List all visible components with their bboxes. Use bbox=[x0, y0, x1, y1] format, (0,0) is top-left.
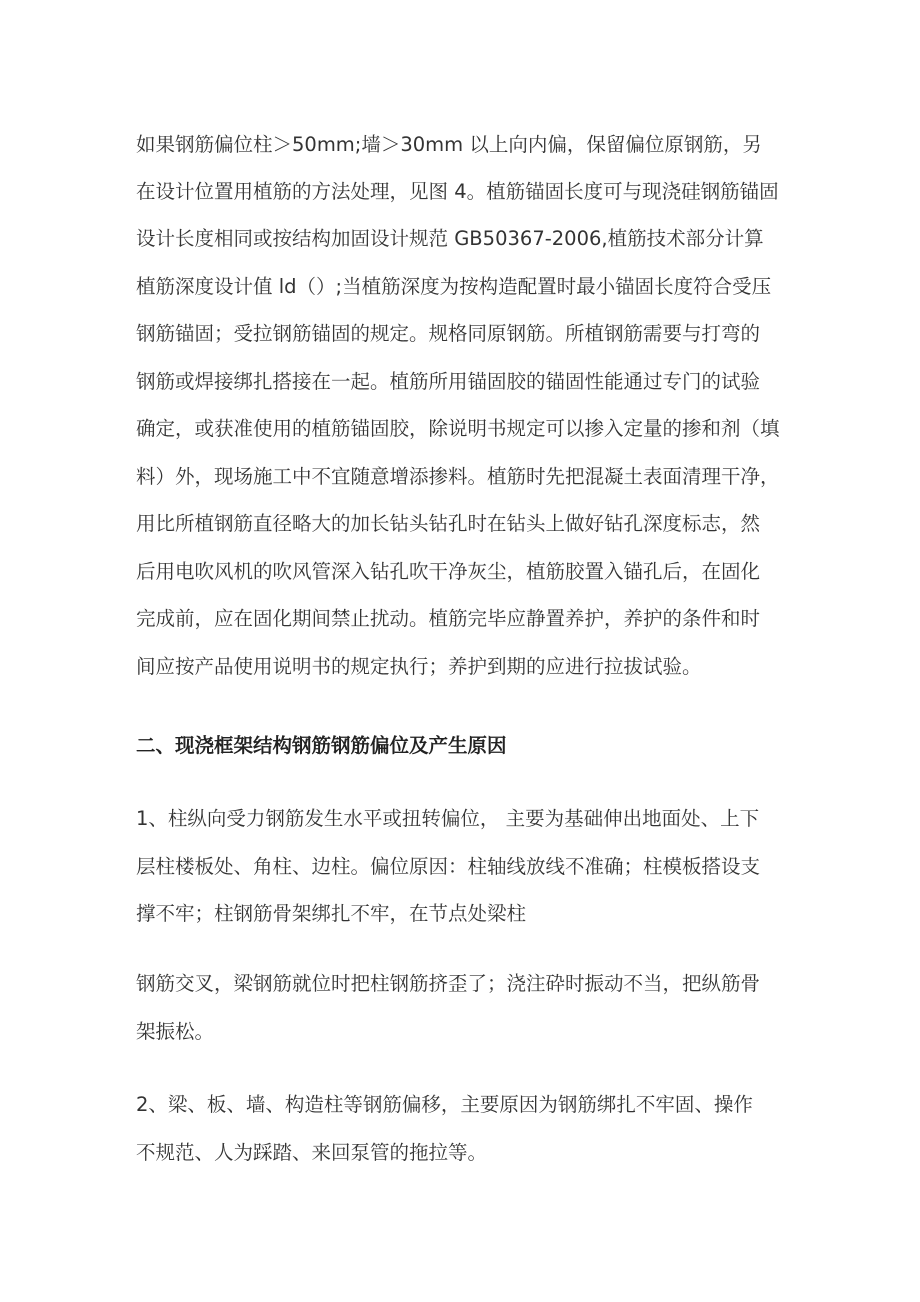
text-line: 2、梁、板、墙、构造柱等钢筋偏移，主要原因为钢筋绑扎不牢固、操作 bbox=[136, 1093, 753, 1116]
text-line: 植筋深度设计值 ld（）;当植筋深度为按构造配置时最小锚固长度符合受压 bbox=[136, 275, 772, 298]
text-line: 料）外，现场施工中不宜随意增添掺料。植筋时先把混凝土表面清理干净， bbox=[136, 465, 780, 488]
text-line: 后用电吹风机的吹风管深入钻孔吹干净灰尘，植筋胶置入锚孔后，在固化 bbox=[136, 560, 761, 583]
text-line: 间应按产品使用说明书的规定执行；养护到期的应进行拉拔试验。 bbox=[136, 655, 702, 678]
text-line: 架振松。 bbox=[136, 1020, 215, 1043]
text-line: 钢筋交叉，梁钢筋就位时把柱钢筋挤歪了；浇注砕时振动不当，把纵筋骨 bbox=[136, 972, 761, 995]
text-line: 用比所植钢筋直径略大的加长钻头钻孔时在钻头上做好钻孔深度标志，然 bbox=[136, 512, 761, 535]
text-line: 钢筋锚固；受拉钢筋锚固的规定。规格同原钢筋。所植钢筋需要与打弯的 bbox=[136, 322, 761, 345]
text-line: 1、柱纵向受力钢筋发生水平或扭转偏位， 主要为基础伸出地面处、上下 bbox=[136, 807, 760, 830]
text-line: 设计长度相同或按结构加固设计规范 GB50367-2006,植筋技术部分计算 bbox=[136, 227, 764, 250]
text-line: 层柱楼板处、角柱、边柱。偏位原因：柱轴线放线不准确；柱模板搭设支 bbox=[136, 855, 761, 878]
text-line: 钢筋或焊接绑扎搭接在一起。植筋所用锚固胶的锚固性能通过专门的试验 bbox=[136, 370, 761, 393]
text-line: 完成前，应在固化期间禁止扰动。植筋完毕应静置养护，养护的条件和时 bbox=[136, 607, 761, 630]
text-line: 确定，或获准使用的植筋锚固胶，除说明书规定可以掺入定量的掺和剂（填 bbox=[136, 417, 780, 440]
text-line: 如果钢筋偏位柱＞50mm;墙＞30mm 以上向内偏，保留偏位原钢筋，另 bbox=[136, 133, 762, 156]
section-heading: 二、现浇框架结构钢筋钢筋偏位及产生原因 bbox=[136, 734, 507, 757]
text-line: 在设计位置用植筋的方法处理，见图 4。植筋锚固长度可与现浇硅钢筋锚固 bbox=[136, 180, 779, 203]
text-line: 不规范、人为踩踏、来回泵管的拖拉等。 bbox=[136, 1141, 488, 1164]
text-line: 撑不牢；柱钢筋骨架绑扎不牢，在节点处梁柱 bbox=[136, 902, 527, 925]
